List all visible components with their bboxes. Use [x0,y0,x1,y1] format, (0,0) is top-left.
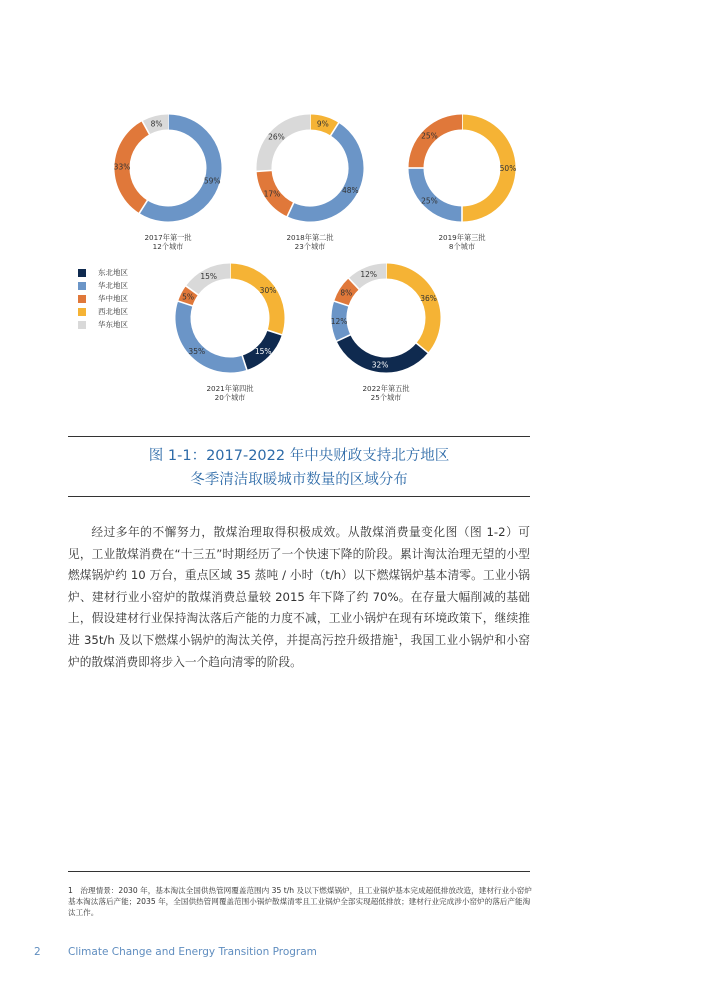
legend-item [78,279,128,292]
chart-legend [78,266,128,331]
chart-title: 2017年第一批 [144,233,192,242]
donut-segment [143,122,214,214]
page-number: 2 [34,946,41,958]
legend-label: 西北地区 [98,307,128,316]
donut-segment [416,122,462,168]
data-label: 12% [360,270,378,280]
chart-subtitle: 12个城市 [152,242,184,251]
footer-program-name: Climate Change and Energy Transition Program [68,946,317,958]
footnote-rule [68,871,530,872]
footnote: 1 治理情景：2030 年，基本淘汰全国供热管网覆盖范围内 35 t/h 及以下燃煤锅炉，且工业锅炉基本完成超低排放改造，建材行业小窑炉基本淘汰落后产能；2035 年，全国供热管网覆盖范围小锅炉散煤清零且工业锅炉全部实现超低排放；建材行业完成涉小窑炉的落后产能淘汰工作。 [68,886,532,917]
data-label: 15% [200,271,217,281]
legend-label: 华东地区 [98,320,128,329]
figure-caption-line1: 图 1-1：2017-2022 年中央财政支持北方地区 [148,448,450,464]
donut-segment [386,271,433,348]
legend-item [78,305,128,318]
legend-swatch [78,282,86,290]
body-text-end: ，我国工业小锅炉和小窑炉的散煤消费即将步入一个趋向清零的阶段。 [68,632,530,669]
legend-label: 华中地区 [98,294,128,303]
data-label: 8% [340,288,353,298]
legend-label: 东北地区 [98,268,128,277]
data-label: 26% [268,132,285,142]
chart-subtitle: 25个城市 [370,393,402,402]
chart-title: 2021年第四批 [206,384,254,393]
body-paragraph [68,522,530,673]
data-label: 59% [203,176,221,186]
donut-segment [416,168,462,214]
donut-segment [264,122,310,171]
data-label: 25% [421,131,438,141]
data-label: 36% [420,293,437,303]
donut-charts-figure [0,0,710,420]
data-label: 50% [499,163,517,173]
figure-top-rule [68,436,530,437]
chart-title: 2018年第二批 [286,233,334,242]
chart-subtitle: 20个城市 [214,393,246,402]
legend-label: 华北地区 [98,281,128,290]
donut-segment [230,271,277,333]
figure-bottom-rule [68,496,530,497]
legend-swatch [78,295,86,303]
footnote-ref[interactable]: 1 [393,633,399,642]
data-label: 25% [421,196,438,206]
data-label: 17% [263,189,281,199]
chart-title: 2022年第五批 [362,384,410,393]
figure-caption-line2: 冬季清洁取暖城市数量的区域分布 [190,472,408,488]
legend-swatch [78,321,86,329]
data-label: 12% [330,316,348,326]
legend-item [78,266,128,279]
donut-segment [290,129,356,214]
legend-swatch [78,269,86,277]
chart-title: 2019年第三批 [438,233,486,242]
data-label: 33% [113,162,131,172]
data-label: 5% [182,292,195,302]
data-label: 15% [254,347,272,357]
legend-item [78,318,128,331]
data-label: 8% [150,119,163,129]
data-label: 35% [188,347,206,357]
data-label: 30% [259,286,277,296]
data-label: 48% [341,185,359,195]
body-text: 经过多年的不懈努力，散煤治理取得积极成效。从散煤消费量变化图（图 1-2）可见，工业散煤消费在“十三五”时期经历了一个快速下降的阶段。累计淘汰治理无望的小型燃煤锅炉约 10 万台，重点区域 35 蒸吨 / 小时（t/h）以下燃煤锅炉基本清零。工业小锅炉、建材行业小窑炉的散煤消费总量较 2015 年下降了约 70%。在存量大幅削减的基础上，假设建材行业保持淘汰落后产能的力度不减，工业小锅炉在现有环境政策下，继续推进 35t/h 及以下燃煤小锅炉的淘汰关停，并提高污控升级措施 [68,525,530,647]
chart-subtitle: 8个城市 [448,242,476,251]
legend-swatch [78,308,86,316]
segment-separator [256,170,272,171]
legend-item [78,292,128,305]
chart-subtitle: 23个城市 [294,242,326,251]
data-label: 9% [316,119,329,129]
data-label: 32% [371,360,389,370]
